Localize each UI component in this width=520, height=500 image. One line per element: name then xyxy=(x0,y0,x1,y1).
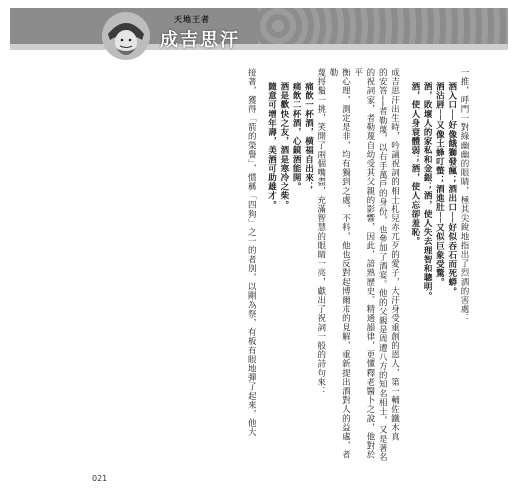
poem-line: 酒，使人身衰體弱；酒，使人忘卻羞恥。 xyxy=(409,82,420,246)
chapter-title: 成吉思汗 xyxy=(160,30,240,51)
poem-line: 酒，敗壞人的家私和金銀；酒，使人失去理智和聰明。 xyxy=(422,82,433,301)
text-column: 蔑捋鬚一挑，笑開了兩個嘴盡，充滿智慧的眼睛一亮，獻出了祝詞一般的詩句來： xyxy=(315,68,326,396)
text-column: 接著，獲得「箭的榮譽」，慣稱「四狗」之一的者別，以剛為祭，有板有眼地彈了起來，他大 xyxy=(246,68,257,437)
text-column: 一推，呼門一對綠幽幽的眼睛，極其尖銳地指出了烈酒的害處： xyxy=(459,68,469,323)
poem-line: 痛飲一杯酒，横福自出來； xyxy=(303,82,314,192)
title-block xyxy=(160,14,240,52)
series-title: 天地王者 xyxy=(174,15,210,24)
poem-line: 痛飲二杯酒，心鏡酒能開。 xyxy=(291,82,302,192)
poem-line: 酒入口──好像餓獅發瘋；酒出口──好似吞石而死蟒。 xyxy=(446,82,457,296)
column-gap xyxy=(401,68,409,466)
poem-line: 酒沾唇──又像土蜂叮螫；酒進肚──又似巨象受驚。 xyxy=(434,82,445,287)
text-column: 的安答──者勒蔑，以右手萬戶的身份，也參加了酒宴。他的父親是周遭八方的知名相士，又是著名 xyxy=(377,68,388,462)
text-column: 成吉思汗出生時，吟誦祝詞的相士札兒赤兀歹的愛子，大汗身受重創的恩人，第一輔佐鐵木真 xyxy=(389,68,400,442)
page-number: 021 xyxy=(92,474,108,483)
text-column: 衡心理，測定是非，均有獨到之處，不料，他也反對起博爾朮的見解，重新提出酒對人的益處，者勒 xyxy=(328,68,351,460)
poem-line: 隨意可增年壽，美酒可助雄才。 xyxy=(266,82,277,210)
portrait-icon xyxy=(98,10,154,62)
header-stripe xyxy=(10,44,508,50)
header-pattern xyxy=(258,8,508,44)
vertical-text-body xyxy=(120,68,470,466)
poem-line: 酒是歡快之友，酒是寒冷之柴。 xyxy=(278,82,289,210)
text-column: 的祝詞家，者勒蔑自幼受其父親的影響，因此，諳熟歷史、精通韻律，更懂釋老醫卜之說，他對於平 xyxy=(352,68,375,460)
column-gap xyxy=(257,68,265,466)
book-page xyxy=(10,8,508,494)
